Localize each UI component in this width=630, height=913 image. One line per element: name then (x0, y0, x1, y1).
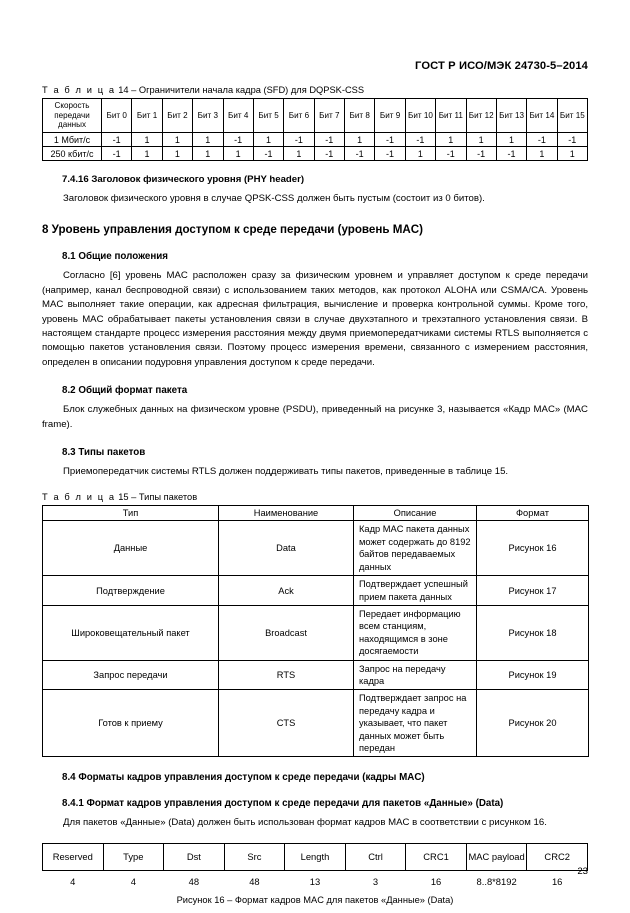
page-number: 23 (577, 866, 588, 877)
table14-row0-bit-8: 1 (345, 133, 375, 147)
table14-row1-bit-6: 1 (284, 147, 314, 161)
figure16-size-crc1: 16 (430, 876, 442, 888)
table14-caption-text: 14 – Ограничители начала кадра (SFD) для DQPSK-CSS (118, 85, 365, 95)
figure16-field-src: Src (224, 843, 285, 870)
table14-header-bit-13: Бит 13 (496, 99, 526, 133)
table14-row1-bit-9: -1 (375, 147, 405, 161)
table14-row1-bit-10: 1 (405, 147, 435, 161)
table15-row0-name: Data (219, 521, 354, 576)
table14-row1-bit-0: -1 (102, 147, 132, 161)
figure16-field-crc2: CRC2 (527, 843, 588, 870)
table14-row1-bit-11: -1 (436, 147, 466, 161)
table14-header-bit-14: Бит 14 (527, 99, 557, 133)
table14-row1-bit-15: 1 (557, 147, 587, 161)
paragraph-8-4-1: Для пакетов «Данные» (Data) должен быть использован формат кадров MAC в соответствии с рисунком 16. (63, 817, 547, 829)
table14-row1-bit-5: -1 (253, 147, 283, 161)
table15-row2-format: Рисунок 18 (477, 605, 589, 660)
table14-header-bit-12: Бит 12 (466, 99, 496, 133)
table15-row0-format: Рисунок 16 (477, 521, 589, 576)
table14-row1-bit-4: 1 (223, 147, 253, 161)
table14-row1-bit-8: -1 (345, 147, 375, 161)
table14-header-bit-8: Бит 8 (345, 99, 375, 133)
paragraph-7-4-16: Заголовок физического уровня в случае QPSK-CSS должен быть пустым (состоит из 0 битов). (63, 193, 485, 204)
table15-header-format: Формат (477, 506, 589, 521)
table14-header-bit-6: Бит 6 (284, 99, 314, 133)
table14-row1-bit-1: 1 (132, 147, 162, 161)
table15-row4-format: Рисунок 20 (477, 690, 589, 757)
figure16-size-src: 48 (249, 876, 260, 888)
table14-row0-bit-6: -1 (284, 133, 314, 147)
table14-row0-bit-13: 1 (496, 133, 526, 147)
table15-header-name: Наименование (219, 506, 354, 521)
table15-row3-format: Рисунок 19 (477, 660, 589, 690)
heading-7-4-16: 7.4.16 Заголовок физического уровня (PHY header) (62, 174, 305, 185)
table14-row1-bit-13: -1 (496, 147, 526, 161)
table14-row0-bit-9: -1 (375, 133, 405, 147)
heading-8-4: 8.4 Форматы кадров управления доступом к среде передачи (кадры MAC) (62, 772, 425, 784)
table15-caption-label: Т а б л и ц а (42, 492, 116, 503)
table14-caption-label: Т а б л и ц а (42, 85, 116, 95)
table14-row1-bit-12: -1 (466, 147, 496, 161)
heading-8-3: 8.3 Типы пакетов (62, 447, 146, 459)
table15-row4-description: Подтверждает запрос на передачу кадра и указывает, что пакет данных может быть передан (354, 690, 477, 757)
heading-8-1: 8.1 Общие положения (62, 251, 169, 263)
paragraph-8-1: Согласно [6] уровень MAC расположен сразу за физическим уровнем и управляет доступом к среде передачи (например, канал беспроводной связи) с использованием таких методов, как протокол ALOHA или CSMA/CA. Уровень MAC выполняет такие операции, как адресная фильтрация, вычисление и проверка контрольной суммы. Кроме того, уровень MAC обрабатывает пакеты установления связи в случае двухэтапного и трехэтапного установления связи. В настоящем стандарте процесс измерения расстояния между двумя приемопередатчиками системы RTLS выполняется с помощью пакетов установления связи. Поэтому процесс измерения времени, связанного с измерением расстояния, определен в описании подуровня управления доступом к среде передачи. (42, 270, 588, 368)
table15-header-description: Описание (354, 506, 477, 521)
figure16-field-dst: Dst (164, 843, 225, 870)
table-row (43, 147, 588, 161)
table14-row1-bit-14: 1 (527, 147, 557, 161)
table14-row1-rate: 250 кбит/с (43, 147, 102, 161)
figure16-field-crc1: CRC1 (406, 843, 467, 870)
table-row (43, 660, 589, 690)
table14-row0-bit-4: -1 (223, 133, 253, 147)
table14-row0-rate: 1 Мбит/с (43, 133, 102, 147)
table15-row3-name: RTS (219, 660, 354, 690)
table15-row4-type: Готов к приему (43, 690, 219, 757)
table-row (43, 605, 589, 660)
table14-row0-bit-7: -1 (314, 133, 344, 147)
table14-header-row (43, 99, 588, 133)
table14-header-bit-2: Бит 2 (162, 99, 192, 133)
paragraph-8-3: Приемопередатчик системы RTLS должен поддерживать типы пакетов, приведенные в таблице 15. (63, 466, 509, 478)
table15-header-row (43, 506, 589, 521)
page-content (42, 0, 588, 905)
table14-header-rate: Скорость передачи данных (43, 99, 102, 133)
table14-row0-bit-12: 1 (466, 133, 496, 147)
table15-row1-format: Рисунок 17 (477, 576, 589, 606)
figure16-field-ctrl: Ctrl (345, 843, 406, 870)
table14-row0-bit-3: 1 (193, 133, 223, 147)
table-row (43, 576, 589, 606)
figure16-field-row (43, 843, 588, 870)
figure16-field-mac-payload: MAC payload (466, 843, 527, 870)
table14-header-bit-7: Бит 7 (314, 99, 344, 133)
table15-row2-description: Передает информацию всем станциям, находящимся в зоне досягаемости (354, 605, 477, 660)
table14-caption (42, 85, 588, 95)
table14-header-bit-5: Бит 5 (253, 99, 283, 133)
figure16-size-crc2: 16 (551, 876, 563, 888)
figure16-size-mac-payload: 8..8*8192 (476, 876, 517, 888)
table15-row3-type: Запрос передачи (43, 660, 219, 690)
paragraph-8-2: Блок служебных данных на физическом уровне (PSDU), приведенный на рисунке 3, называется «Кадр MAC» (MAC frame). (42, 404, 588, 430)
figure16-field-type: Type (103, 843, 164, 870)
table15-row4-name: CTS (219, 690, 354, 757)
table14-header-bit-10: Бит 10 (405, 99, 435, 133)
table14-header-bit-15: Бит 15 (557, 99, 587, 133)
table14-header-bit-3: Бит 3 (193, 99, 223, 133)
table15-row1-description: Подтверждает успешный прием пакета данных (354, 576, 477, 606)
figure16-size-dst: 48 (188, 876, 200, 888)
figure-16 (42, 843, 588, 905)
table14-row1-bit-7: -1 (314, 147, 344, 161)
figure16-size-ctrl: 3 (372, 876, 379, 888)
table14-row1-bit-3: 1 (193, 147, 223, 161)
table14-row0-bit-2: 1 (162, 133, 192, 147)
table15-row0-description: Кадр MAC пакета данных может содержать до 8192 байтов передаваемых данных (354, 521, 477, 576)
table14-header-bit-0: Бит 0 (102, 99, 132, 133)
table15-row2-name: Broadcast (219, 605, 354, 660)
table14-row0-bit-1: 1 (132, 133, 162, 147)
table14-header-bit-1: Бит 1 (132, 99, 162, 133)
table14-row0-bit-15: -1 (557, 133, 587, 147)
figure16-size-reserved: 4 (70, 876, 76, 888)
table15-row0-type: Данные (43, 521, 219, 576)
table14-row0-bit-14: -1 (527, 133, 557, 147)
table14-header-bit-9: Бит 9 (375, 99, 405, 133)
figure16-size-type: 4 (130, 876, 136, 888)
figure16-size-length: 13 (309, 876, 321, 888)
table15-caption (42, 492, 588, 502)
table15-caption-text: 15 – Типы пакетов (118, 492, 198, 503)
table14-row1-bit-2: 1 (162, 147, 192, 161)
heading-8: 8 Уровень управления доступом к среде передачи (уровень MAC) (42, 223, 423, 237)
table14-header-bit-11: Бит 11 (436, 99, 466, 133)
table-14-sfd-delimiters (42, 98, 588, 161)
table15-header-type: Тип (43, 506, 219, 521)
table15-row2-type: Широковещательный пакет (43, 605, 219, 660)
figure16-field-reserved: Reserved (43, 843, 104, 870)
figure16-size-row (43, 870, 588, 890)
table-row (43, 690, 589, 757)
table14-row0-bit-0: -1 (102, 133, 132, 147)
table15-row1-name: Ack (219, 576, 354, 606)
document-header: ГОСТ Р ИСО/МЭК 24730-5–2014 (415, 60, 588, 72)
table-15-packet-types (42, 505, 589, 757)
heading-8-2: 8.2 Общий формат пакета (62, 385, 188, 397)
figure16-caption: Рисунок 16 – Формат кадров MAC для пакетов «Данные» (Data) (176, 894, 454, 905)
table-row (43, 521, 589, 576)
table14-row0-bit-10: -1 (405, 133, 435, 147)
heading-8-4-1: 8.4.1 Формат кадров управления доступом к среде передачи для пакетов «Данные» (Data) (62, 798, 504, 810)
table-row (43, 133, 588, 147)
figure16-frame-table (42, 843, 588, 890)
table14-row0-bit-5: 1 (253, 133, 283, 147)
table14-header-bit-4: Бит 4 (223, 99, 253, 133)
table15-row3-description: Запрос на передачу кадра (354, 660, 477, 690)
figure16-field-length: Length (285, 843, 346, 870)
table15-row1-type: Подтверждение (43, 576, 219, 606)
table14-row0-bit-11: 1 (436, 133, 466, 147)
